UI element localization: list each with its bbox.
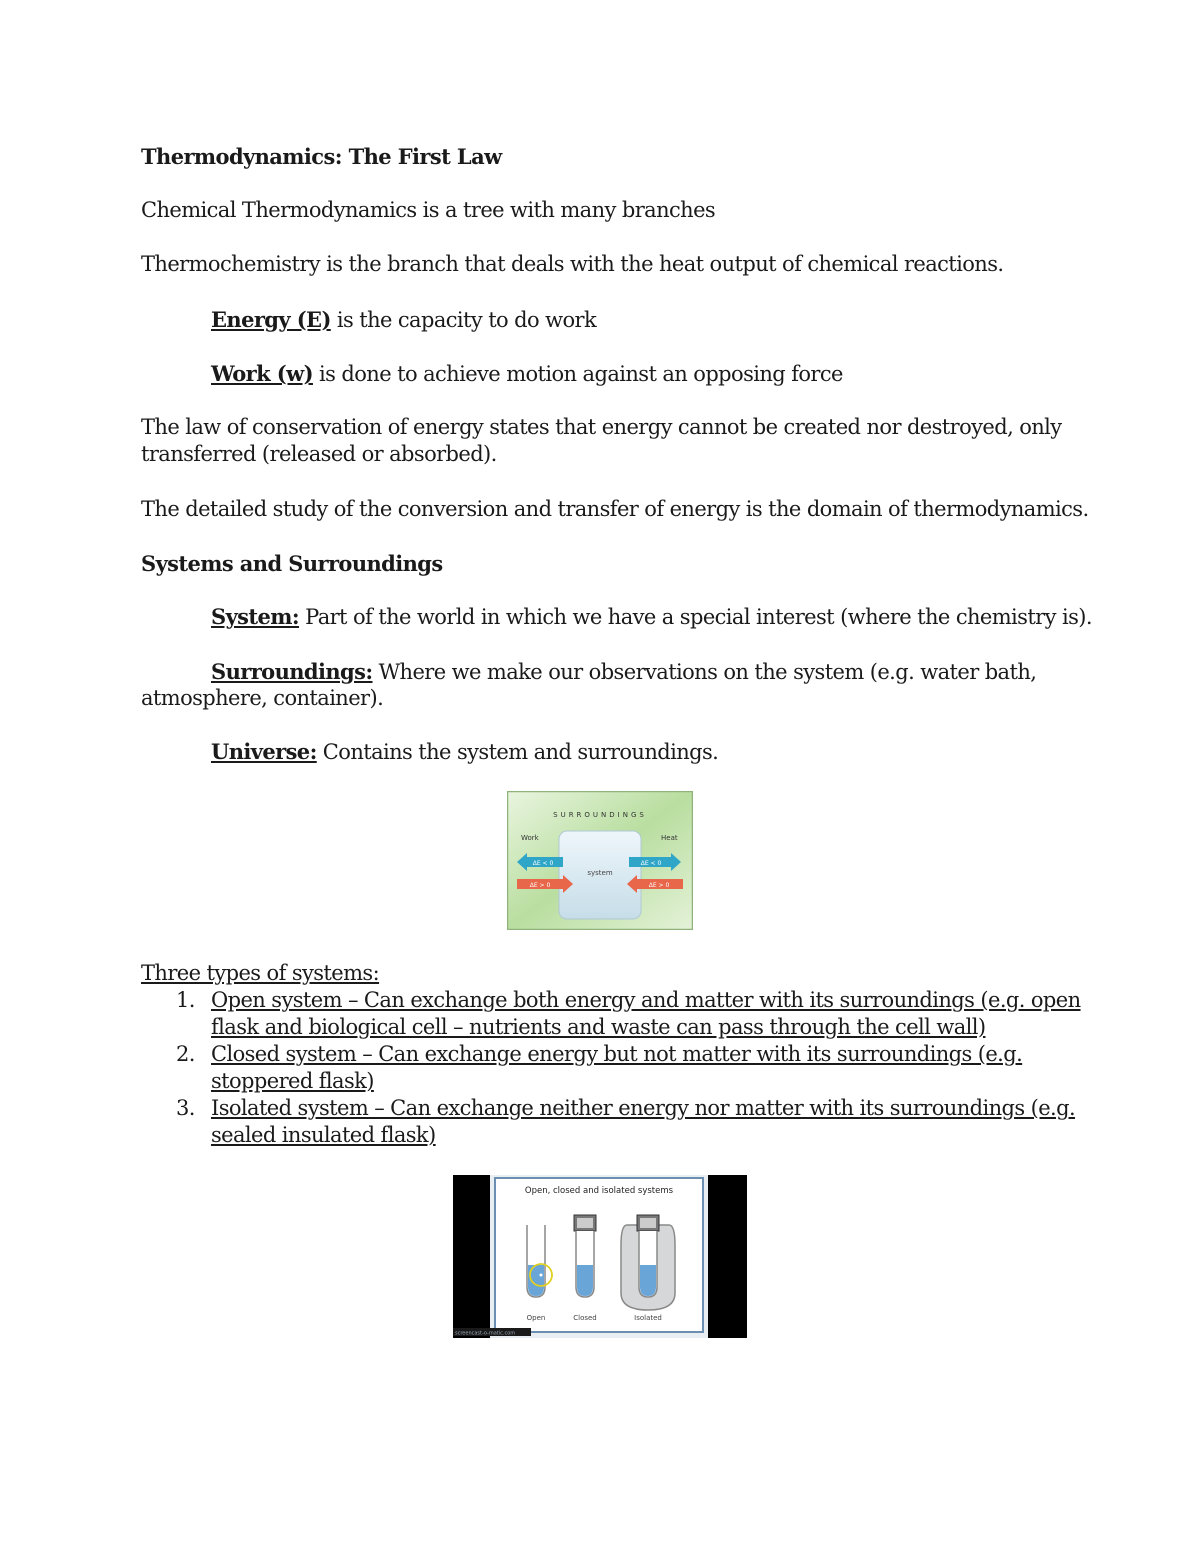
definition-text: Contains the system and surroundings. [316, 740, 719, 764]
closed-tube-icon [574, 1215, 596, 1297]
system-surroundings-figure [507, 791, 693, 930]
definition-universe [211, 738, 718, 766]
page-title: Thermodynamics: The First Law [141, 144, 502, 169]
definition-term: System: [211, 604, 300, 629]
list-item-closed-line-2: stoppered flask) [211, 1069, 374, 1093]
intro-paragraph-2: Thermochemistry is the branch that deals with the heat output of chemical reactions. [141, 252, 1004, 276]
definition-surroundings-continued: atmosphere, container). [141, 686, 384, 710]
definition-text: Part of the world in which we have a special interest (where the chemistry is). [299, 605, 1092, 629]
label-open: Open [526, 1314, 546, 1322]
isolated-flask-icon [621, 1215, 675, 1310]
arrow-label: ΔE < 0 [640, 860, 662, 867]
work-label: Work [521, 834, 539, 842]
section-heading: Systems and Surroundings [141, 551, 443, 576]
surroundings-label: SURROUNDINGS [553, 811, 647, 819]
definition-text: Where we make our observations on the system (e.g. water bath, [372, 660, 1037, 684]
definition-term: Universe: [211, 739, 317, 764]
definition-term: Energy (E) [211, 307, 331, 332]
list-item-closed-line-1: Closed system – Can exchange energy but not matter with its surroundings (e.g. [211, 1042, 1023, 1066]
list-item-open-line-1: Open system – Can exchange both energy and matter with its surroundings (e.g. open [211, 988, 1081, 1012]
definition-work [211, 360, 843, 388]
domain-paragraph: The detailed study of the conversion and transfer of energy is the domain of thermodynamics. [141, 497, 1089, 521]
intro-paragraph-1: Chemical Thermodynamics is a tree with many branches [141, 198, 716, 222]
label-closed: Closed [573, 1314, 597, 1322]
heat-label: Heat [661, 834, 678, 842]
arrow-label: ΔE < 0 [532, 860, 554, 867]
list-number: 3. [176, 1096, 195, 1120]
watermark: screencast-o-matic.com [455, 1330, 516, 1337]
system-label: system [587, 869, 613, 877]
definition-energy [211, 306, 596, 334]
definition-text: is the capacity to do work [330, 308, 597, 332]
list-item-open-line-2: flask and biological cell – nutrients and waste can pass through the cell wall) [211, 1015, 986, 1039]
list-item-isolated-line-1: Isolated system – Can exchange neither energy nor matter with its surroundings (e.g. [211, 1096, 1076, 1120]
definition-system [211, 603, 1092, 631]
definition-term: Work (w) [211, 361, 313, 386]
figure-title: Open, closed and isolated systems [524, 1186, 674, 1196]
types-heading: Three types of systems: [141, 961, 380, 985]
conservation-line-1: The law of conservation of energy states that energy cannot be created nor destroyed, only [141, 415, 1062, 439]
definition-text: is done to achieve motion against an opposing force [312, 362, 843, 386]
arrow-label: ΔE > 0 [529, 882, 551, 889]
conservation-line-2: transferred (released or absorbed). [141, 442, 497, 466]
definition-term: Surroundings: [211, 659, 373, 684]
list-number: 1. [176, 988, 195, 1012]
list-item-isolated-line-2: sealed insulated flask) [211, 1123, 436, 1147]
list-number: 2. [176, 1042, 195, 1066]
definition-surroundings [211, 658, 1036, 686]
system-types-figure [453, 1175, 747, 1338]
arrow-label: ΔE > 0 [648, 882, 670, 889]
label-isolated: Isolated [634, 1314, 662, 1322]
